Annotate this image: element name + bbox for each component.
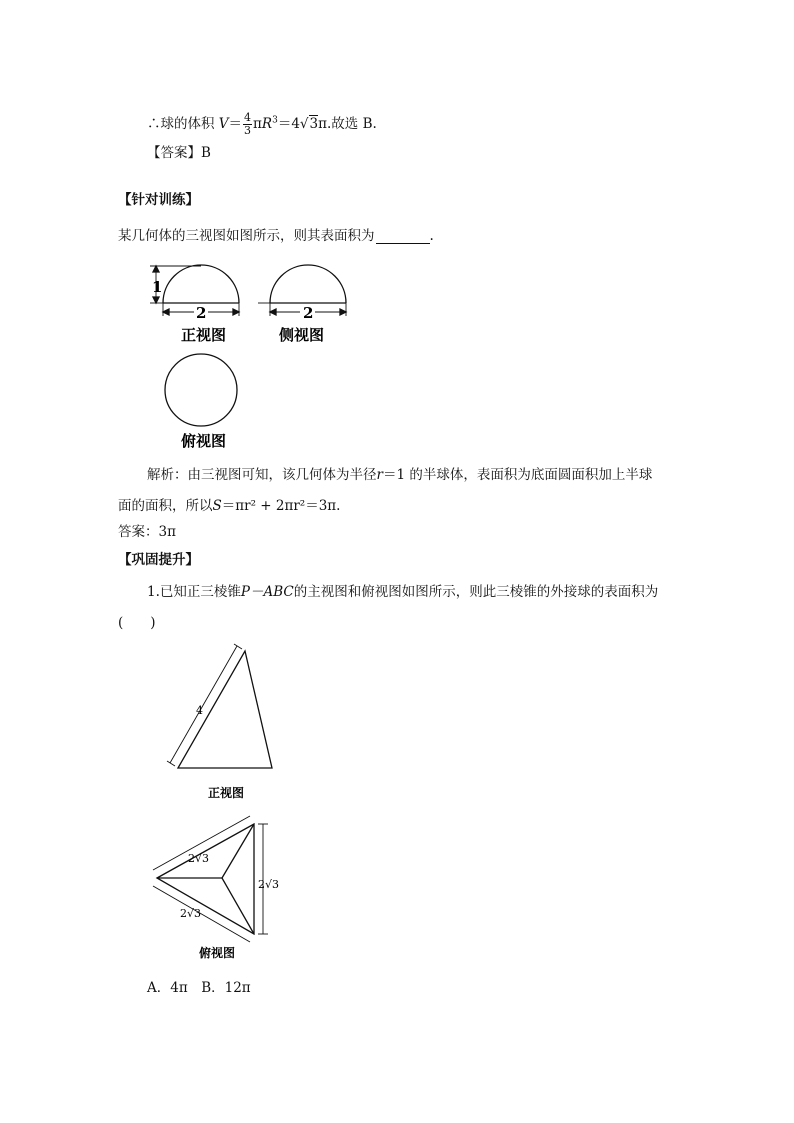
front-view-triangle: [178, 651, 272, 768]
height-label: 1: [152, 278, 163, 296]
center-line-3: [222, 878, 254, 934]
front-width-label: 2: [196, 304, 207, 322]
problem-text-b: 的主视图和俯视图如图所示，则此三棱锥的外接球的表面积为: [293, 584, 659, 600]
volume-suffix: π.故选 B.: [318, 116, 377, 132]
var-v: V: [218, 116, 229, 132]
equals: ＝: [228, 116, 243, 132]
pi-symbol: π: [253, 116, 262, 132]
center-line-2: [222, 824, 254, 878]
front-view-label: 正视图: [181, 326, 227, 344]
problem-text-a: 1.已知正三棱锥: [147, 584, 241, 600]
pyramid-name: P－ABC: [240, 584, 294, 600]
fraction-numerator: 4: [244, 111, 252, 124]
sqrt-3: √3: [299, 116, 319, 132]
volume-prefix: ∴球的体积: [147, 116, 215, 132]
var-r-small: r: [376, 467, 383, 483]
side-view-label: 侧视图: [279, 326, 325, 344]
section-consolidate-heading: 【巩固提升】: [118, 552, 199, 568]
sqrt-arg: 3: [309, 116, 319, 132]
edge-dimension-line: [170, 646, 237, 763]
solution-text-b: ＝1 的半球体，表面积为底面圆面积加上半球: [382, 467, 653, 483]
problem-1-paren: ( ): [118, 615, 156, 631]
top-dim-label-upper: 2√3: [188, 852, 210, 865]
top-dim-label-right: 2√3: [258, 878, 280, 891]
fraction-denominator: 3: [244, 124, 252, 137]
solution-text-a: 解析：由三视图可知，该几何体为半径: [147, 467, 377, 483]
edge-length-label: 4: [196, 704, 203, 717]
var-r: R: [261, 116, 273, 132]
top-view-label: 俯视图: [181, 432, 227, 450]
question-text: 某几何体的三视图如图所示，则其表面积为: [118, 228, 375, 244]
solution-formula: ＝πr² + 2πr²＝3π.: [221, 498, 341, 514]
equals-4: ＝4: [277, 116, 300, 132]
pyramid-front-label: 正视图: [208, 786, 245, 800]
question-end: .: [429, 228, 434, 244]
exponent: 3: [272, 115, 278, 126]
var-s: S: [212, 498, 222, 514]
side-width-label: 2: [303, 304, 314, 322]
section-practice-heading: 【针对训练】: [118, 192, 199, 208]
answer-choices: A．4π B．12π: [147, 980, 251, 996]
pyramid-top-label: 俯视图: [199, 946, 236, 960]
top-dim-label-lower: 2√3: [180, 907, 202, 920]
pyramid-front-view: [167, 644, 272, 768]
top-dim-lower: [153, 886, 250, 942]
answer-1: 【答案】B: [147, 145, 211, 161]
pyramid-top-view: [153, 816, 268, 942]
solution-text-c: 面的面积，所以: [118, 498, 213, 514]
answer-2: 答案：3π: [118, 524, 176, 540]
